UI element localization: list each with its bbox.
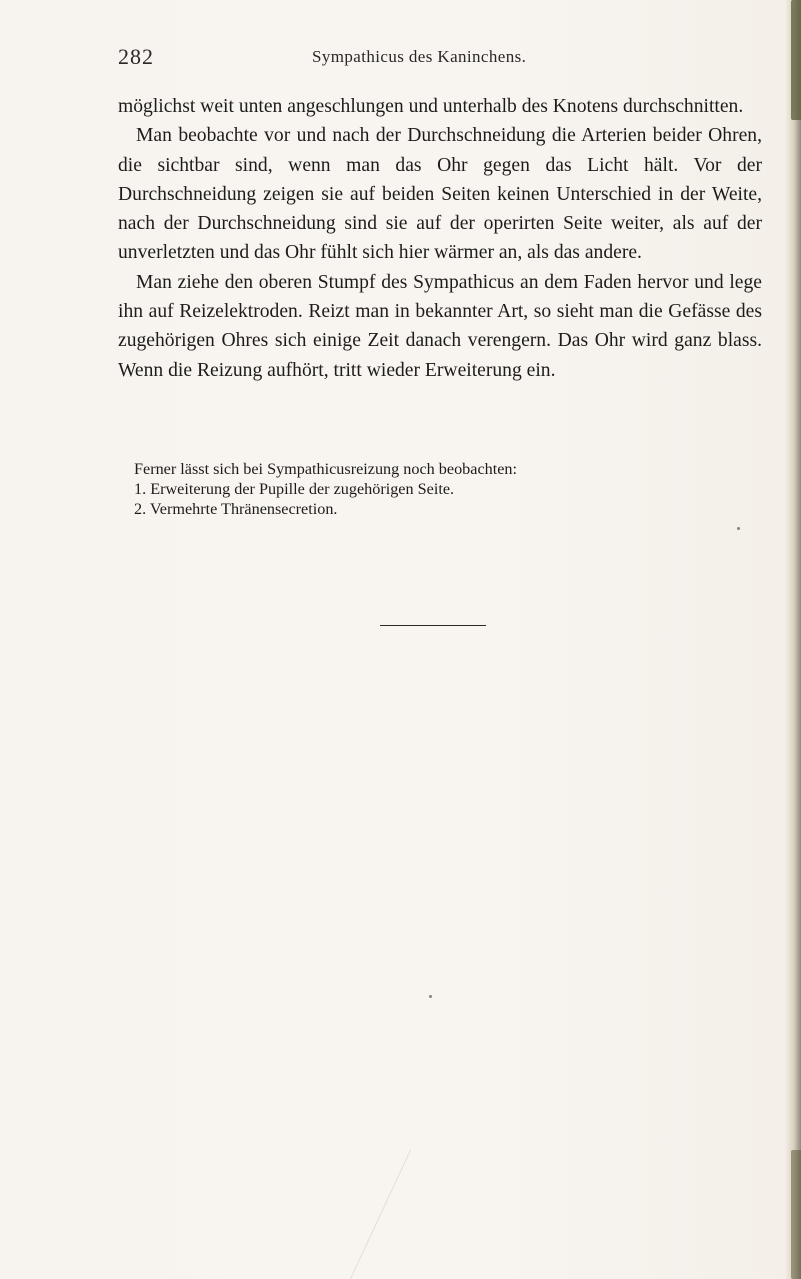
page-edge-shadow xyxy=(785,0,801,1279)
list-item: 2. Vermehrte Thränensecretion. xyxy=(134,500,338,519)
list-item: 1. Erweiterung der Pupille der zugehörigen Seite. xyxy=(134,480,455,499)
running-head: Sympathicus des Kaninchens. xyxy=(312,47,527,66)
speck xyxy=(429,995,432,998)
section-end-rule xyxy=(380,625,486,626)
main-text xyxy=(118,92,762,385)
paper-crease xyxy=(270,1150,411,1279)
small-print-intro: Ferner lässt sich bei Sympathicusreizung noch beobachten: xyxy=(134,460,517,478)
page-number: 282 xyxy=(118,44,154,69)
paragraph: Man ziehe den oberen Stumpf des Sympathicus an dem Faden hervor und lege ihn auf Reizelektroden. Reizt man in bekannter Art, so sieht man die Gefässe des zugehörigen Ohres sich einige Zeit danach verengern. Das Ohr wird ganz blass. Wenn die Reizung aufhört, tritt wieder Erweiterung ein. xyxy=(118,271,762,381)
observation-list xyxy=(134,479,734,519)
small-print-section xyxy=(134,459,734,520)
page-header xyxy=(0,44,801,78)
paragraph: möglichst weit unten angeschlungen und unterhalb des Knotens durchschnitten. xyxy=(118,96,744,117)
speck xyxy=(737,527,740,530)
paragraph: Man beobachte vor und nach der Durchschneidung die Arterien beider Ohren, die sichtbar sind, wenn man das Ohr gegen das Licht hält. Vor der Durchschneidung zeigen sie auf beiden Seiten keinen Unterschied in der Weite, nach der Durchschneidung sind sie auf der operirten Seite weiter, als auf der unverletzten und das Ohr fühlt sich hier wärmer an, als das andere. xyxy=(118,125,762,264)
page-edge-mark xyxy=(791,1150,801,1279)
